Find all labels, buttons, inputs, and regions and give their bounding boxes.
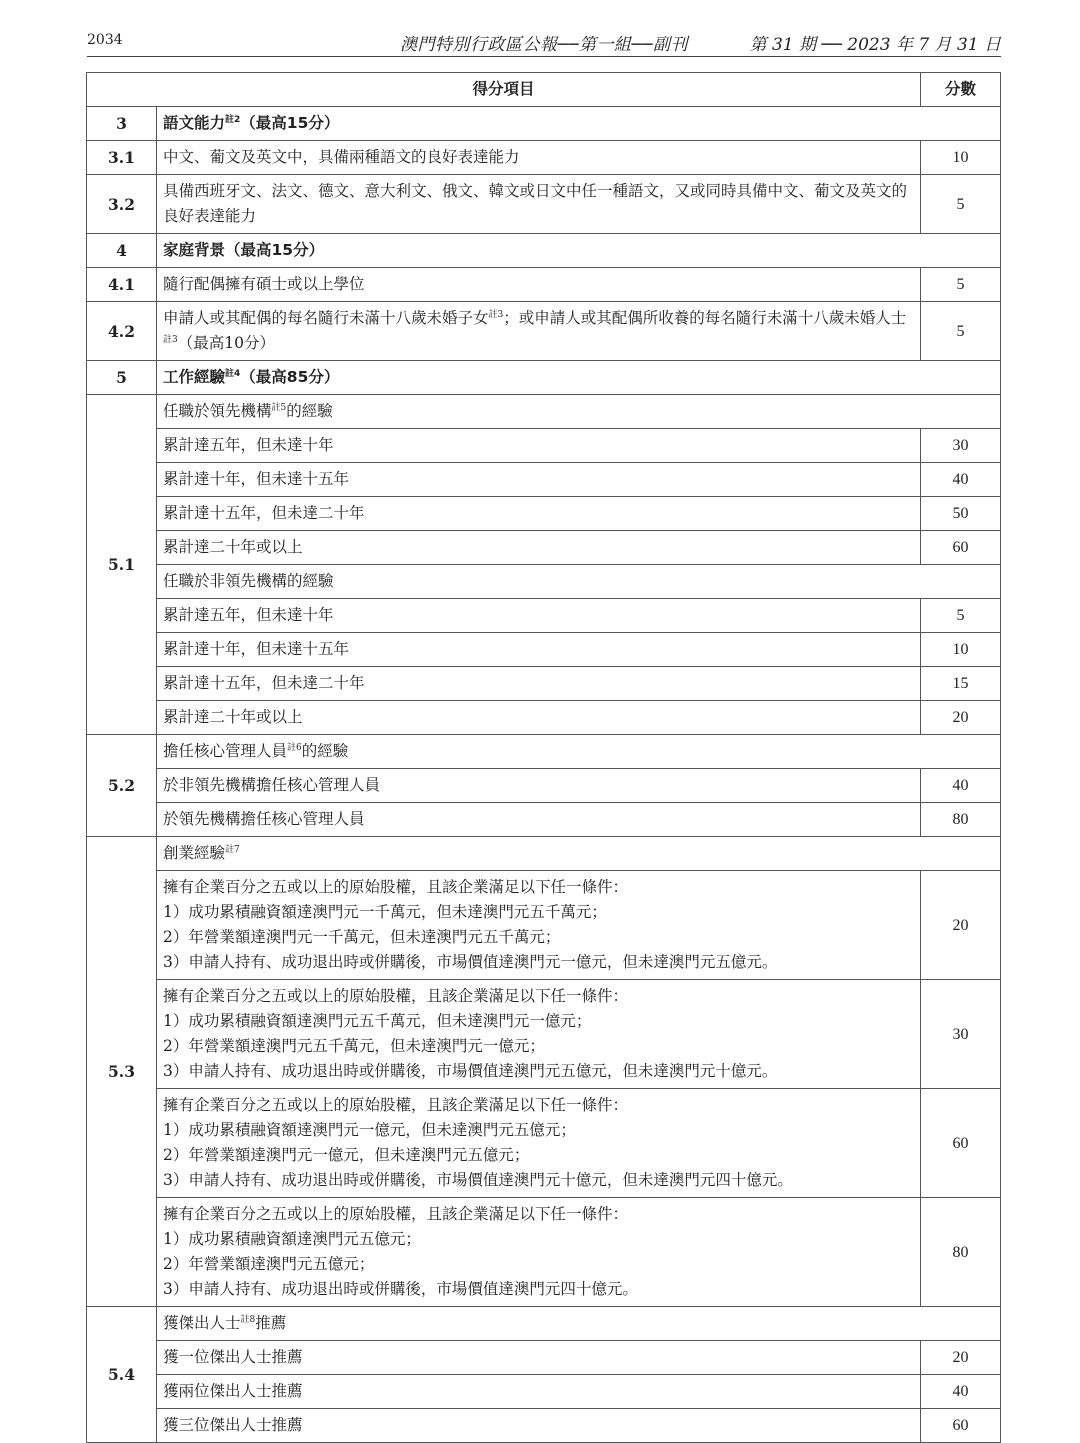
item-text: 擁有企業百分之五或以上的原始股權，且該企業滿足以下任一條件： 1）成功累積融資額達澳門元五億元； 2）年營業額達澳門元五億元； 3）申請人持有、成功退出時或併購後，市場價值達澳門元四十億元。 xyxy=(157,1198,921,1307)
subsection-title: 擔任核心管理人員$^{註6}$的經驗 xyxy=(157,735,1001,769)
item-text: 累計達十五年，但未達二十年 xyxy=(157,497,921,531)
item-score: 5 xyxy=(921,175,1001,234)
table-row xyxy=(87,1341,1001,1375)
item-score: 20 xyxy=(921,701,1001,735)
item-score: 10 xyxy=(921,633,1001,667)
item-text: 於領先機構擔任核心管理人員 xyxy=(157,803,921,837)
table-row xyxy=(87,633,1001,667)
item-number: 5.2 xyxy=(87,735,157,837)
item-number: 5.4 xyxy=(87,1307,157,1443)
table-row xyxy=(87,1409,1001,1443)
item-number: 4.1 xyxy=(87,268,157,302)
item-text: 擁有企業百分之五或以上的原始股權，且該企業滿足以下任一條件： 1）成功累積融資額達澳門元五千萬元，但未達澳門元一億元； 2）年營業額達澳門元五千萬元，但未達澳門元一億元； 3）申請人持有、成功退出時或併購後，市場價值達澳門元五億元，但未達澳門元十億元。 xyxy=(157,980,921,1089)
item-text: 具備西班牙文、法文、德文、意大利文、俄文、韓文或日文中任一種語文，又或同時具備中文、葡文及英文的良好表達能力 xyxy=(157,175,921,234)
item-number: 4.2 xyxy=(87,302,157,361)
item-text: 累計達十年，但未達十五年 xyxy=(157,633,921,667)
table-row xyxy=(87,1089,1001,1198)
item-score: 10 xyxy=(921,141,1001,175)
item-text: 於非領先機構擔任核心管理人員 xyxy=(157,769,921,803)
section-title: 家庭背景（最高15分） xyxy=(157,234,1001,268)
section-title: 工作經驗$^{註4}$（最高85分） xyxy=(157,361,1001,395)
item-number: 3.2 xyxy=(87,175,157,234)
item-score: 40 xyxy=(921,463,1001,497)
subsection-title: 任職於非領先機構的經驗 xyxy=(157,565,1001,599)
table-row xyxy=(87,429,1001,463)
table-row xyxy=(87,980,1001,1089)
item-score: 40 xyxy=(921,1375,1001,1409)
col-header-score: 分數 xyxy=(921,73,1001,107)
item-text: 擁有企業百分之五或以上的原始股權，且該企業滿足以下任一條件： 1）成功累積融資額達澳門元一億元，但未達澳門元五億元； 2）年營業額達澳門元一億元，但未達澳門元五億元； 3）申請人持有、成功退出時或併購後，市場價值達澳門元十億元，但未達澳門元四十億元。 xyxy=(157,1089,921,1198)
item-score: 15 xyxy=(921,667,1001,701)
item-text: 累計達五年，但未達十年 xyxy=(157,429,921,463)
subsection-title: 任職於領先機構$^{註5}$的經驗 xyxy=(157,395,1001,429)
page-header xyxy=(87,30,1001,57)
subsection-title-row xyxy=(87,395,1001,429)
item-text: 累計達十年，但未達十五年 xyxy=(157,463,921,497)
table-row xyxy=(87,268,1001,302)
subsection-title-row xyxy=(87,1307,1001,1341)
item-score: 5 xyxy=(921,302,1001,361)
item-text: 中文、葡文及英文中，具備兩種語文的良好表達能力 xyxy=(157,141,921,175)
table-row xyxy=(87,769,1001,803)
item-score: 20 xyxy=(921,871,1001,980)
table-row xyxy=(87,302,1001,361)
item-text: 累計達二十年或以上 xyxy=(157,531,921,565)
item-score: 5 xyxy=(921,599,1001,633)
table-row xyxy=(87,531,1001,565)
item-score: 50 xyxy=(921,497,1001,531)
item-text: 累計達十五年，但未達二十年 xyxy=(157,667,921,701)
score-table xyxy=(86,72,1001,1443)
section-4-row xyxy=(87,234,1001,268)
table-row xyxy=(87,803,1001,837)
table-row xyxy=(87,497,1001,531)
table-row xyxy=(87,463,1001,497)
item-score: 80 xyxy=(921,1198,1001,1307)
page-number: 2034 xyxy=(87,32,123,48)
table-row xyxy=(87,599,1001,633)
subsection-title: 獲傑出人士$^{註8}$推薦 xyxy=(157,1307,1001,1341)
table-row xyxy=(87,141,1001,175)
table-row xyxy=(87,175,1001,234)
item-score: 60 xyxy=(921,1409,1001,1443)
subsection-title-row xyxy=(87,837,1001,871)
section-3-row xyxy=(87,107,1001,141)
item-number: 3.1 xyxy=(87,141,157,175)
item-text: 申請人或其配偶的每名隨行未滿十八歲未婚子女$^{註3}$；或申請人或其配偶所收養的每名隨行未滿十八歲未婚人士$^{註3}$（最高10分） xyxy=(157,302,921,361)
item-text: 擁有企業百分之五或以上的原始股權，且該企業滿足以下任一條件： 1）成功累積融資額達澳門元一千萬元，但未達澳門元五千萬元； 2）年營業額達澳門元一千萬元，但未達澳門元五千萬元； 3）申請人持有、成功退出時或併購後，市場價值達澳門元一億元，但未達澳門元五億元。 xyxy=(157,871,921,980)
item-score: 30 xyxy=(921,980,1001,1089)
section-number: 3 xyxy=(87,107,157,141)
item-score: 60 xyxy=(921,531,1001,565)
section-title: 語文能力$^{註2}$（最高15分） xyxy=(157,107,1001,141)
item-text: 隨行配偶擁有碩士或以上學位 xyxy=(157,268,921,302)
item-score: 5 xyxy=(921,268,1001,302)
subsection-title-row xyxy=(87,735,1001,769)
issue-date: 第 31 期 ── 2023 年 7 月 31 日 xyxy=(749,35,1001,55)
item-score: 80 xyxy=(921,803,1001,837)
table-header-row xyxy=(87,73,1001,107)
item-number: 5.3 xyxy=(87,837,157,1307)
item-score: 20 xyxy=(921,1341,1001,1375)
col-header-item: 得分項目 xyxy=(87,73,921,107)
subsection-title: 創業經驗$^{註7}$ xyxy=(157,837,1001,871)
section-5-row xyxy=(87,361,1001,395)
table-row xyxy=(87,667,1001,701)
item-score: 60 xyxy=(921,1089,1001,1198)
gazette-title: 澳門特別行政區公報──第一組──副刊 xyxy=(400,35,688,55)
item-text: 累計達五年，但未達十年 xyxy=(157,599,921,633)
item-text: 獲兩位傑出人士推薦 xyxy=(157,1375,921,1409)
table-row xyxy=(87,871,1001,980)
item-number: 5.1 xyxy=(87,395,157,735)
item-score: 30 xyxy=(921,429,1001,463)
table-row xyxy=(87,1375,1001,1409)
subsection-title-row xyxy=(87,565,1001,599)
table-row xyxy=(87,1198,1001,1307)
item-text: 獲三位傑出人士推薦 xyxy=(157,1409,921,1443)
section-number: 4 xyxy=(87,234,157,268)
section-number: 5 xyxy=(87,361,157,395)
table-row xyxy=(87,701,1001,735)
item-text: 獲一位傑出人士推薦 xyxy=(157,1341,921,1375)
item-text: 累計達二十年或以上 xyxy=(157,701,921,735)
item-score: 40 xyxy=(921,769,1001,803)
